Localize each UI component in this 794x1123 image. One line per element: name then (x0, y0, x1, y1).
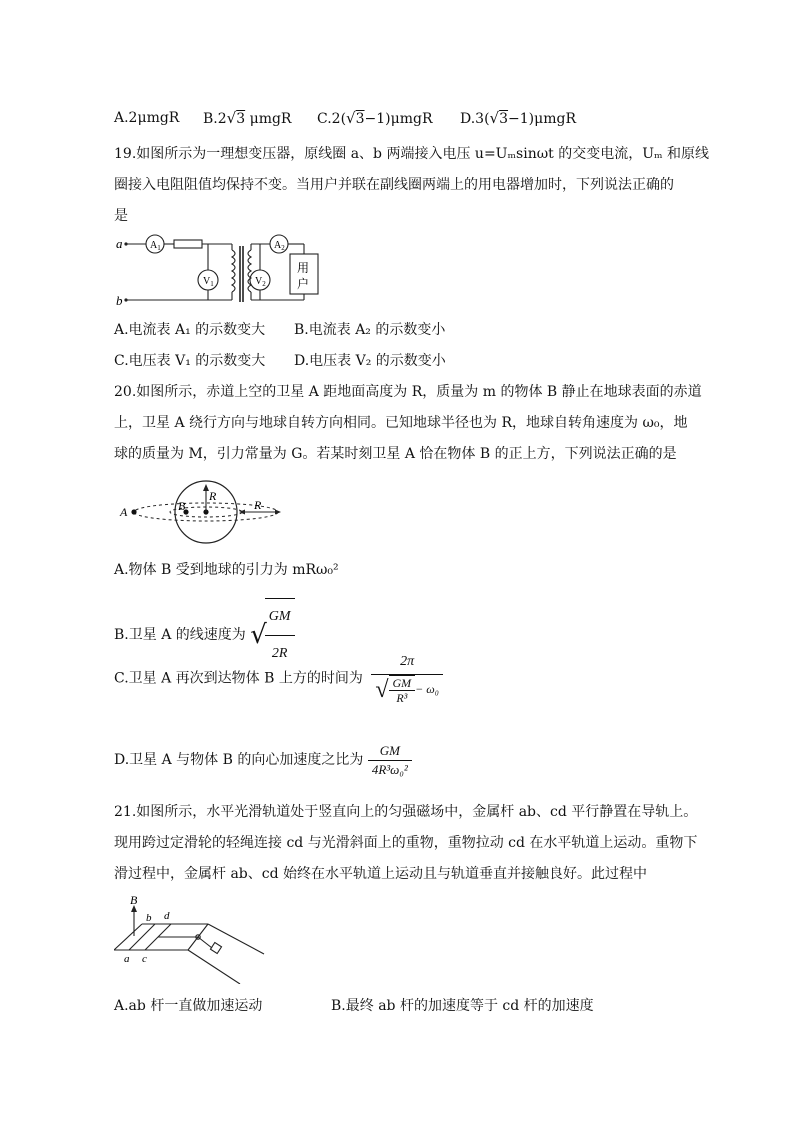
label-a: A (120, 505, 128, 519)
minus-omega: − ω₀ (415, 682, 439, 697)
fraction-denominator: 2R (271, 646, 288, 661)
q19-stem-line-2: 圈接入电阻阻值均保持不变。当用户并联在副线圈两端上的用电器增加时，下列说法正确的 (114, 177, 674, 193)
q19-option-c: C.电压表 V₁ 的示数变大 (114, 353, 266, 369)
sqrt-sign: √ (226, 109, 237, 127)
inner-fraction (389, 675, 416, 705)
q18-option-c-root: 3 (355, 111, 365, 127)
label-b: B (178, 499, 186, 513)
ammeter-a2-label: $A_2$ (274, 240, 285, 252)
q19-option-d: D.电压表 V₂ 的示数变小 (294, 353, 446, 369)
q18-option-b (203, 108, 291, 129)
q18-option-d-tail: −1)μmgR (508, 111, 577, 127)
rails-incline-figure (114, 892, 274, 984)
voltmeter-v2-label: $V_2$ (255, 276, 266, 288)
label-d-rod: d (164, 910, 170, 922)
q19-option-b: B.电流表 A₂ 的示数变小 (294, 322, 446, 338)
label-r-height: R (254, 498, 262, 512)
q19-option-a: A.电流表 A₁ 的示数变大 (114, 322, 266, 338)
q20-option-c-fraction (371, 652, 443, 705)
sqrt-sign: √ (375, 677, 389, 703)
terminal-a-label: a (116, 236, 123, 251)
q20-option-d-text: D.卫星 A 与物体 B 的向心加速度之比为 (114, 752, 364, 768)
user-label-2: 户 (297, 277, 310, 291)
q20-option-a: A.物体 B 受到地球的引力为 mRω₀² (114, 562, 339, 578)
q18-option-b-label: B.2 (203, 111, 227, 127)
voltmeter-v1-label: $V_1$ (203, 276, 214, 288)
fraction-numerator: GM (368, 742, 412, 761)
q18-option-c (317, 108, 433, 129)
q18-option-a (114, 108, 179, 128)
q20-option-d-fraction (368, 742, 412, 779)
q19-stem-line-1: 19.如图所示为一理想变压器，原线圈 a、b 两端接入电压 u=Uₘsinωt 的交变电流，Uₘ 和原线 (114, 146, 710, 162)
sqrt-sign: √ (489, 109, 500, 127)
q18-option-d-label: D.3( (460, 111, 490, 127)
q20-option-c (114, 652, 443, 705)
sqrt-sign: √ (250, 620, 267, 650)
q20-option-d (114, 738, 412, 782)
q21-stem-line-2: 现用跨过定滑轮的轻绳连接 cd 与光滑斜面上的重物，重物拉动 cd 在水平轨道上运动。重物下 (114, 835, 698, 851)
q18-option-c-tail: −1)μmgR (364, 111, 433, 127)
satellite-orbit-figure (114, 478, 294, 550)
fraction-numerator: 2π (371, 652, 443, 675)
q21-option-b: B.最终 ab 杆的加速度等于 cd 杆的加速度 (331, 998, 594, 1014)
label-r-radius: R (209, 489, 217, 503)
q18-option-d-root: 3 (499, 111, 509, 127)
q20-option-b-text: B.卫星 A 的线速度为 (114, 627, 246, 643)
q21-stem-line-3: 滑过程中，金属杆 ab、cd 始终在水平轨道上运动且与轨道垂直并接触良好。此过程中 (114, 866, 648, 882)
label-b-rod: b (146, 912, 152, 924)
label-b-field: B (130, 893, 138, 907)
sqrt-sign: √ (346, 109, 356, 127)
transformer-circuit-figure (114, 230, 334, 310)
q20-stem-line-2: 上，卫星 A 绕行方向与地球自转方向相同。已知地球半径也为 R，地球自转角速度为 ω₀，地 (114, 415, 688, 431)
q18-option-b-root: 3 (236, 111, 246, 127)
satellite-a-dot (131, 509, 136, 514)
q18-option-c-label: C.2( (317, 111, 347, 127)
terminal-b-label: b (116, 293, 123, 308)
label-c-rod: c (142, 953, 147, 965)
inner-denominator: R³ (396, 691, 408, 705)
q20-stem-line-1: 20.如图所示，赤道上空的卫星 A 距地面高度为 R，质量为 m 的物体 B 静止在地球表面的赤道 (114, 384, 702, 400)
q18-option-b-tail: μmgR (249, 111, 292, 127)
fraction-denominator: 4R³ω₀² (371, 761, 408, 777)
user-label-1: 用 (297, 261, 310, 275)
q18-option-d (460, 108, 576, 129)
label-a-rod: a (124, 953, 130, 965)
q18-option-a-text: A.2μmgR (114, 110, 180, 126)
q21-option-a: A.ab 杆一直做加速运动 (114, 998, 263, 1014)
ammeter-a1-label: $A_1$ (150, 240, 161, 252)
q20-stem-line-3: 球的质量为 M，引力常量为 G。若某时刻卫星 A 恰在物体 B 的正上方，下列说法正确的是 (114, 446, 677, 462)
q20-option-c-text: C.卫星 A 再次到达物体 B 上方的时间为 (114, 670, 363, 687)
q21-stem-line-1: 21.如图所示，水平光滑轨道处于竖直向上的匀强磁场中，金属杆 ab、cd 平行静置在导轨上。 (114, 804, 698, 820)
fraction-denominator (371, 675, 443, 705)
fraction-numerator: GM (265, 599, 295, 636)
inner-numerator: GM (389, 676, 416, 691)
q19-stem-line-3: 是 (114, 208, 128, 224)
